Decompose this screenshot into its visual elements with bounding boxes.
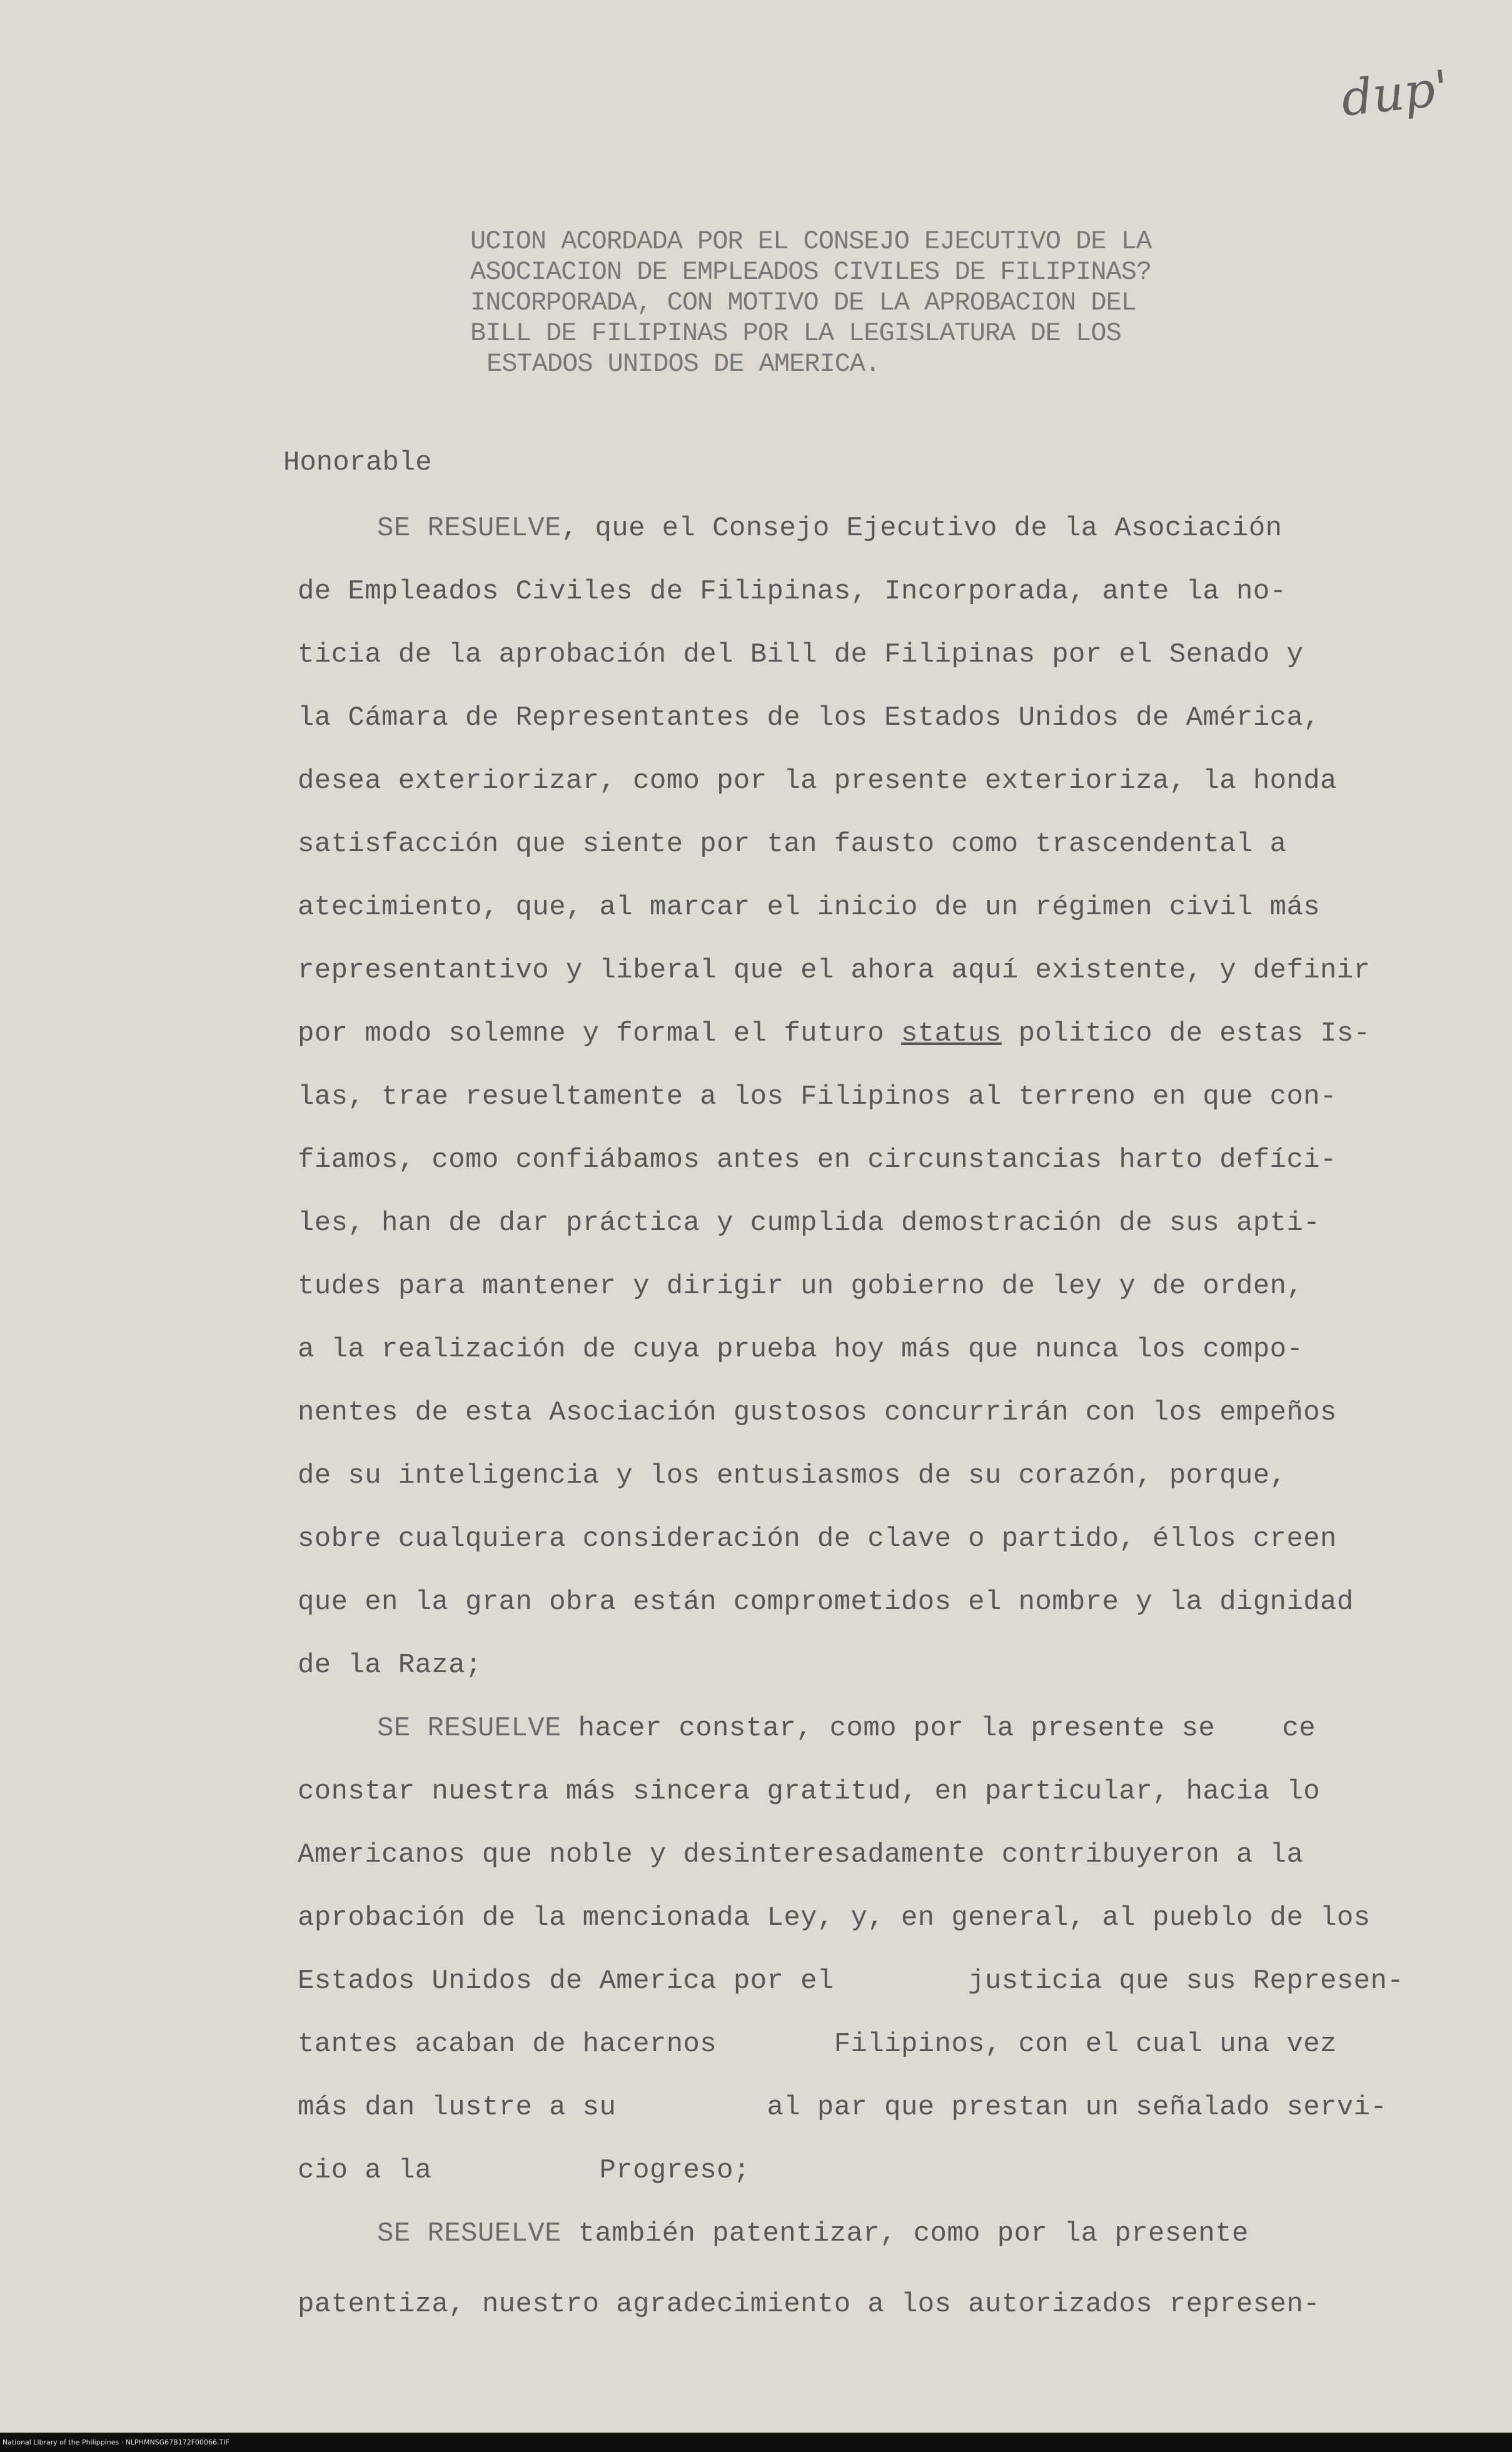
body-line: que en la gran obra están comprometidos el nombre y la dignidad [298, 1587, 1354, 1618]
paragraph-1-first-line [377, 513, 1282, 544]
body-text: hacer constar, como por la presente se ce [561, 1713, 1316, 1744]
body-line: a la realización de cuya prueba hoy más que nunca los compo- [298, 1334, 1304, 1365]
body-line: nentes de esta Asociación gustosos concurrirán con los empeños [298, 1397, 1337, 1428]
body-text: , que el Consejo Ejecutivo de la Asociación [561, 513, 1283, 544]
body-line: las, trae resueltamente a los Filipinos al terreno en que con- [298, 1081, 1337, 1112]
resolution-heading [470, 226, 1233, 380]
body-line: atecimiento, que, al marcar el inicio de un régimen civil más [298, 892, 1321, 923]
body-line: la Cámara de Representantes de los Estados Unidos de América, [298, 702, 1321, 734]
resolution-keyword: SE RESUELVE [377, 513, 562, 544]
body-line: patentiza, nuestro agradecimiento a los autorizados represen- [298, 2289, 1321, 2320]
handwritten-annotation: dup' [1338, 60, 1451, 128]
resolution-keyword: SE RESUELVE [377, 2218, 562, 2249]
salutation: Honorable [283, 447, 432, 478]
body-line: aprobación de la mencionada Ley, y, en general, al pueblo de los [298, 1902, 1371, 1934]
heading-line: BILL DE FILIPINAS POR LA LEGISLATURA DE LOS [470, 318, 1121, 348]
body-line: de la Raza; [298, 1650, 482, 1681]
body-line: de Empleados Civiles de Filipinas, Incorporada, ante la no- [298, 576, 1287, 607]
body-line: satisfacción que siente por tan fausto como trascendental a [298, 829, 1287, 860]
body-line: representantivo y liberal que el ahora aquí existente, y definir [298, 955, 1371, 986]
paragraph-2-first-line [377, 1713, 1316, 1744]
body-line: más dan lustre a su al par que prestan un señalado servi- [298, 2092, 1388, 2123]
heading-line: ESTADOS UNIDOS DE AMERICA. [486, 349, 880, 379]
heading-line: INCORPORADA, CON MOTIVO DE LA APROBACION DEL [470, 288, 1136, 318]
body-line: cio a la Progreso; [298, 2155, 750, 2186]
body-line: Americanos que noble y desinteresadamente contribuyeron a la [298, 1839, 1304, 1870]
paragraph-3-first-line [377, 2218, 1249, 2249]
body-line: ticia de la aprobación del Bill de Filipinas por el Senado y [298, 639, 1304, 670]
underlined-word: status [900, 1018, 1002, 1049]
body-line: Estados Unidos de America por el justicia que sus Represen- [298, 1965, 1404, 1997]
body-line-status [298, 1018, 1371, 1049]
body-text: politico de estas Is- [1001, 1018, 1371, 1049]
scan-footer-strip: National Library of the Philippines · NLPHMNSG67B172F00066.TIF [0, 2433, 1512, 2452]
body-line: les, han de dar práctica y cumplida demostración de sus apti- [298, 1208, 1321, 1239]
body-line: de su inteligencia y los entusiasmos de su corazón, porque, [298, 1460, 1287, 1491]
heading-line: UCION ACORDADA POR EL CONSEJO EJECUTIVO DE LA [470, 226, 1152, 256]
heading-line: ASOCIACION DE EMPLEADOS CIVILES DE FILIPINAS? [470, 257, 1152, 287]
body-line: fiamos, como confiábamos antes en circunstancias harto defíci- [298, 1144, 1337, 1176]
body-text: por modo solemne y formal el futuro [298, 1018, 901, 1049]
body-line: desea exteriorizar, como por la presente exterioriza, la honda [298, 765, 1337, 797]
body-line: tantes acaban de hacernos Filipinos, con el cual una vez [298, 2029, 1337, 2060]
body-line: sobre cualquiera consideración de clave o partido, éllos creen [298, 1523, 1337, 1555]
resolution-keyword: SE RESUELVE [377, 1713, 562, 1744]
body-text: también patentizar, como por la presente [561, 2218, 1249, 2249]
body-line: tudes para mantener y dirigir un gobierno de ley y de orden, [298, 1271, 1304, 1302]
body-line: constar nuestra más sincera gratitud, en particular, hacia lo [298, 1776, 1321, 1807]
